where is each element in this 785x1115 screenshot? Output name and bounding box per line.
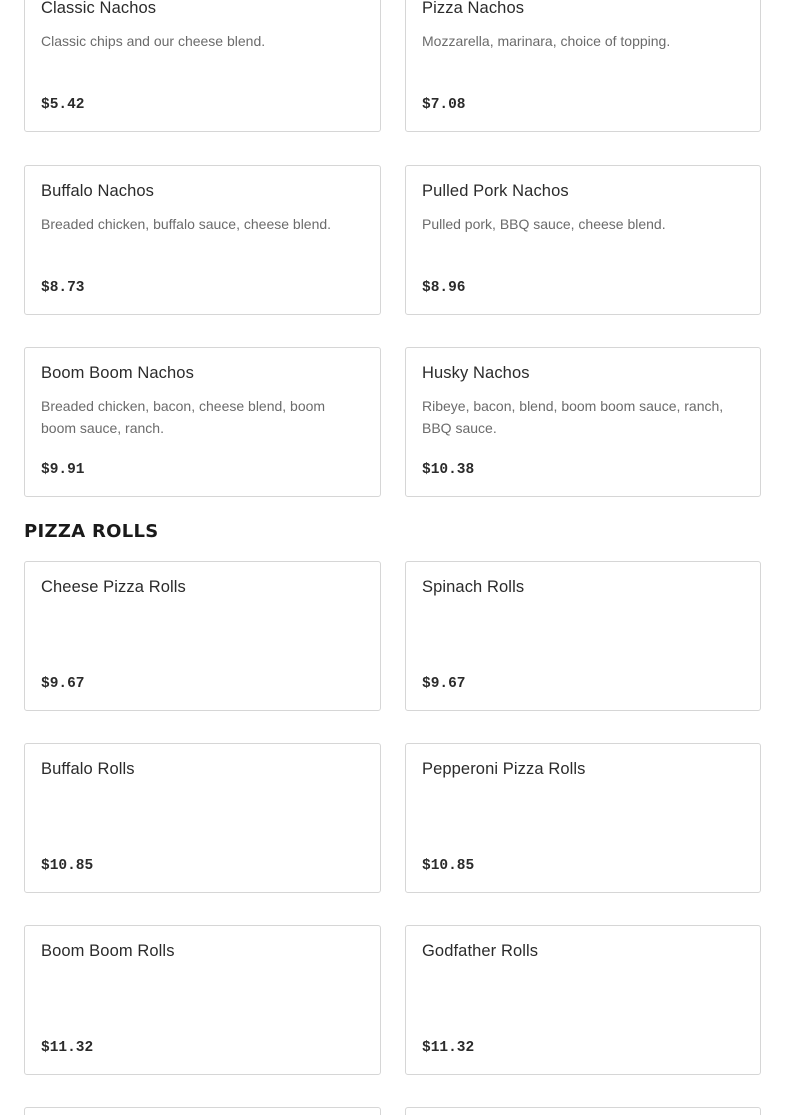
menu-item-card[interactable] (24, 0, 381, 132)
menu-item-name: Godfather Rolls (422, 942, 539, 960)
menu-item-name: Boom Boom Nachos (41, 364, 194, 382)
section-heading: PIZZA ROLLS (24, 521, 159, 542)
menu-item-description: Breaded chicken, bacon, cheese blend, boom boom sauce, ranch. (41, 398, 326, 436)
menu-item-card[interactable] (405, 0, 761, 132)
menu-item-price: $10.85 (41, 858, 94, 874)
menu-item-price: $10.38 (422, 462, 475, 478)
menu-item-price: $5.42 (41, 97, 85, 113)
menu-item-price: $8.73 (41, 280, 85, 296)
menu-item-name: Pepperoni Pizza Rolls (422, 760, 586, 778)
menu-item-name: Buffalo Nachos (41, 182, 155, 200)
menu-item-price: $11.32 (41, 1040, 94, 1056)
menu-item-price: $7.08 (422, 97, 466, 113)
menu-item-name: Husky Nachos (422, 364, 530, 382)
menu-item-card[interactable] (405, 925, 761, 1075)
menu-item-card[interactable] (24, 347, 381, 497)
menu-item-name: Pizza Nachos (422, 0, 525, 17)
menu-item-card[interactable] (405, 561, 761, 711)
menu-item-name: Pulled Pork Nachos (422, 182, 569, 200)
menu-item-name: Boom Boom Rolls (41, 942, 175, 960)
menu-item-card[interactable] (24, 925, 381, 1075)
menu-item-card[interactable] (405, 347, 761, 497)
menu-item-price: $9.91 (41, 462, 85, 478)
menu-item-description: Mozzarella, marinara, choice of topping. (422, 33, 671, 49)
menu-item-description: Classic chips and our cheese blend. (41, 33, 266, 49)
menu-item-name: Cheese Pizza Rolls (41, 578, 186, 596)
menu-item-price: $10.85 (422, 858, 475, 874)
menu-item-card[interactable] (24, 165, 381, 315)
menu-item-price: $11.32 (422, 1040, 475, 1056)
menu-item-description: Ribeye, bacon, blend, boom boom sauce, ranch, BBQ sauce. (422, 398, 724, 436)
menu-item-name: Buffalo Rolls (41, 760, 135, 778)
menu-item-card[interactable] (24, 561, 381, 711)
menu-item-price: $9.67 (41, 676, 85, 692)
menu-item-card[interactable] (24, 743, 381, 893)
menu-item-price: $8.96 (422, 280, 466, 296)
menu-item-price: $9.67 (422, 676, 466, 692)
menu-item-card[interactable] (405, 165, 761, 315)
menu-item-description: Breaded chicken, buffalo sauce, cheese blend. (41, 216, 332, 232)
menu-item-description: Pulled pork, BBQ sauce, cheese blend. (422, 216, 666, 232)
menu-item-card[interactable] (405, 1107, 761, 1115)
menu-item-name: Classic Nachos (41, 0, 157, 17)
menu-item-card[interactable] (24, 1107, 381, 1115)
menu-item-name: Spinach Rolls (422, 578, 525, 596)
menu-item-card[interactable] (405, 743, 761, 893)
